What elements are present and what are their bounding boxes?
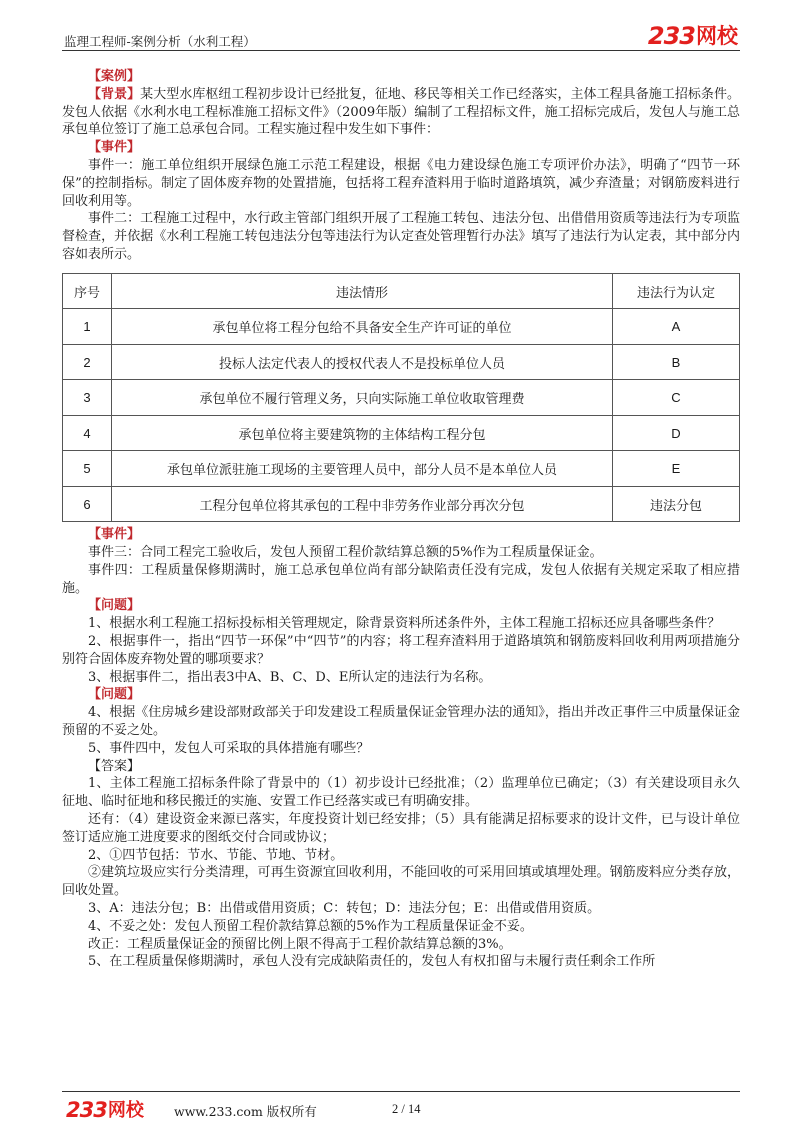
answer-4-part-1: 4、不妥之处：发包人预留工程价款结算总额的5%作为工程质量保证金不妥。: [88, 918, 533, 934]
row-number: 6: [63, 486, 112, 522]
violation-verdict: B: [613, 344, 740, 380]
event-three: 事件三：合同工程完工验收后，发包人预留工程价款结算总额的5%作为工程质量保证金。: [88, 545, 603, 561]
events-tag-line-2: [62, 526, 740, 544]
question-3: 3、根据事件二，指出表3中A、B、C、D、E所认定的违法行为名称。: [88, 669, 492, 685]
question-2: 2、根据事件一，指出“四节一环保”中“四节”的内容；将工程弃渣料用于道路填筑和钢筋废料回收利用两项措施分别符合固体废弃物处置的哪项要求？: [62, 634, 740, 667]
row-number: 3: [63, 380, 112, 416]
row-number: 1: [63, 309, 112, 345]
table-row: [63, 344, 740, 380]
page-footer: [62, 1096, 740, 1122]
footer-divider: [62, 1091, 740, 1092]
events-tag: 【事件】: [88, 527, 141, 543]
table-row: [63, 486, 740, 522]
document-title: 监理工程师-案例分析（水利工程）: [64, 34, 256, 49]
logo-number: 233: [647, 22, 695, 50]
question-tag-line: [62, 597, 740, 615]
case-tag: 【案例】: [88, 69, 141, 84]
answer-tag-line: [62, 758, 740, 776]
table-row: [63, 309, 740, 345]
event-two: 事件二：工程施工过程中，水行政主管部门组织开展了工程施工转包、违法分包、出借借用资质等违法行为专项监督检查，并依据《水利工程施工转包违法分包等违法行为认定查处管理暂行办法》填写了违法行为认定表，其中部分内容如表所示。: [62, 211, 740, 262]
answer-4-part-2: 改正：工程质量保证金的预留比例上限不得高于工程价款结算总额的3%。: [88, 936, 512, 952]
events-tag-line: [62, 139, 740, 157]
events-tag: 【事件】: [88, 140, 141, 156]
answer-3: 3、A：违法分包；B：出借或借用资质；C：转包；D：违法分包；E：出借或借用资质。: [88, 901, 601, 916]
footer-logo: [66, 1096, 144, 1122]
row-number: 2: [63, 344, 112, 380]
document-body: [62, 68, 740, 971]
case-tag-line: [62, 68, 740, 86]
violation-verdict: 违法分包: [613, 486, 740, 522]
question-tag: 【问题】: [88, 687, 141, 703]
table-row: [63, 380, 740, 416]
answer-2-part-1: 2、①四节包括：节水、节能、节地、节材。: [88, 847, 344, 863]
violation-verdict: D: [613, 415, 740, 451]
violation-verdict: A: [613, 309, 740, 345]
question-1: 1、根据水利工程施工招标投标相关管理规定，除背景资料所述条件外，主体工程施工招标还应具备哪些条件？: [88, 616, 721, 632]
copyright-text: www.233.com 版权所有: [174, 1104, 317, 1119]
row-number: 4: [63, 415, 112, 451]
event-four: 事件四：工程质量保修期满时，施工总承包单位尚有部分缺陷责任没有完成，发包人依据有关规定采取了相应措施。: [62, 562, 740, 596]
page-header: [62, 22, 740, 52]
background-text: 某大型水库枢纽工程初步设计已经批复，征地、移民等相关工作已经落实，主体工程具备施工招标条件。发包人依据《水利水电工程标准施工招标文件》（2009年版）编制了工程招标文件，施工招标完成后，发包人与施工总承包单位签订了施工总承包合同。工程实施过程中发生如下事件：: [62, 86, 740, 138]
header-divider: [62, 50, 740, 51]
row-number: 5: [63, 451, 112, 487]
answer-1-continued: 还有：（4）建设资金来源已落实，年度投资计划已经安排；（5）具有能满足招标要求的设计文件，已与设计单位签订适应施工进度要求的图纸交付合同或协议；: [62, 812, 740, 845]
answer-tag: 【答案】: [88, 758, 141, 774]
violation-description: 工程分包单位将其承包的工程中非劳务作业部分再次分包: [112, 486, 613, 522]
table-header-cell: 违法情形: [112, 273, 613, 309]
question-tag-line-2: [62, 686, 740, 704]
table-header-cell: 违法行为认定: [613, 273, 740, 309]
violation-verdict: E: [613, 451, 740, 487]
violation-verdict: C: [613, 380, 740, 416]
background-paragraph: [62, 86, 740, 139]
table-row: [63, 415, 740, 451]
event-one: 事件一：施工单位组织开展绿色施工示范工程建设，根据《电力建设绿色施工专项评价办法》，明确了“四节一环保”的控制指标。制定了固体废弃物的处置措施，包括将工程弃渣料用于临时道路填筑，减少弃渣量；对钢筋废料进行回收利用等。: [62, 157, 740, 209]
answer-2-part-2: ②建筑垃圾应实行分类清理，可再生资源宜回收利用，不能回收的可采用回填或填埋处理。钢筋废料应分类存放，回收处置。: [62, 865, 740, 899]
background-tag: 【背景】: [88, 86, 141, 102]
answer-5: 5、在工程质量保修期满时，承包人没有完成缺陷责任的，发包人有权扣留与未履行责任剩余工作所: [88, 954, 656, 970]
footer-logo-number: 233: [66, 1098, 107, 1122]
violation-description: 承包单位不履行管理义务，只向实际施工单位收取管理费: [112, 380, 613, 416]
logo-text: 网校: [696, 24, 738, 48]
footer-logo-text: 网校: [107, 1100, 144, 1121]
violation-description: 投标人法定代表人的授权代表人不是投标单位人员: [112, 344, 613, 380]
violation-description: 承包单位将工程分包给不具备安全生产许可证的单位: [112, 309, 613, 345]
question-5: 5、事件四中，发包人可采取的具体措施有哪些？: [88, 740, 370, 756]
answer-1: 1、主体工程施工招标条件除了背景中的（1）初步设计已经批准；（2）监理单位已确定；（3）有关建设项目永久征地、临时征地和移民搬迁的实施、安置工作已经落实或已有明确安排。: [62, 776, 740, 810]
table-header-cell: 序号: [63, 273, 112, 309]
question-tag: 【问题】: [88, 598, 141, 614]
violation-table: [62, 273, 740, 523]
page-number: 2 / 14: [392, 1102, 421, 1116]
brand-logo: [648, 20, 738, 50]
table-row: [63, 451, 740, 487]
table-header-row: [63, 273, 740, 309]
question-4: 4、根据《住房城乡建设部财政部关于印发建设工程质量保证金管理办法的通知》，指出并改正事件三中质量保证金预留的不妥之处。: [62, 705, 740, 739]
violation-description: 承包单位将主要建筑物的主体结构工程分包: [112, 415, 613, 451]
violation-description: 承包单位派驻施工现场的主要管理人员中，部分人员不是本单位人员: [112, 451, 613, 487]
